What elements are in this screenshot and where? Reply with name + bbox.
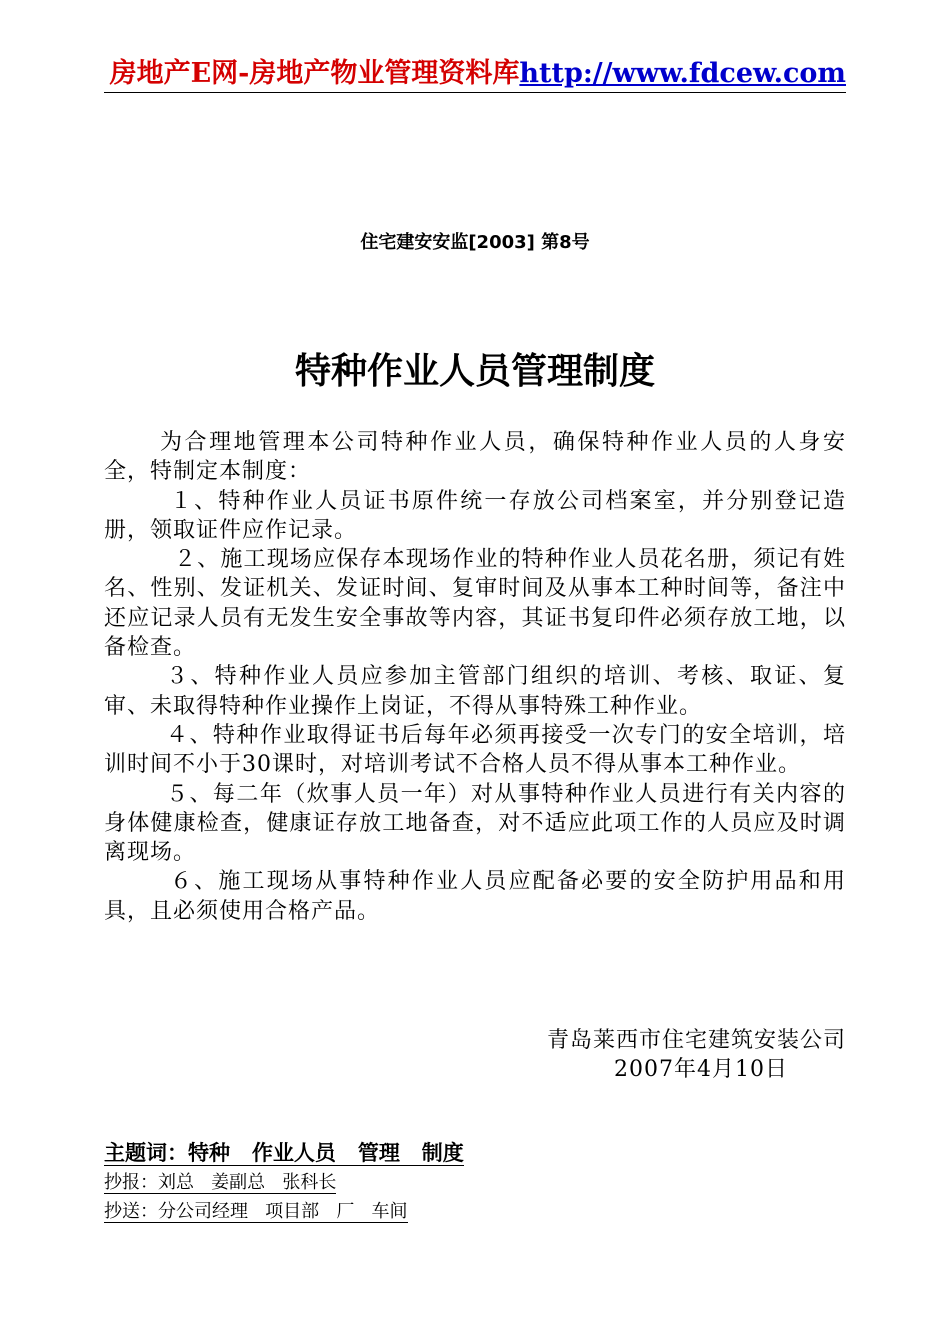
signature-block xyxy=(104,1026,846,1085)
issue-date: 2007年4月10日 xyxy=(614,1057,788,1083)
site-header xyxy=(104,56,846,93)
send-to-line: 抄送：分公司经理 项目部 厂 车间 xyxy=(104,1201,408,1222)
report-to-line: 抄报：刘总 姜副总 张科长 xyxy=(104,1172,337,1193)
site-banner xyxy=(110,56,846,92)
intro-paragraph: 为合理地管理本公司特种作业人员，确保特种作业人员的人身安全，特制定本制度： xyxy=(104,430,846,485)
document-title: 特种作业人员管理制度 xyxy=(294,351,655,392)
clause-5: ５、每二年（炊事人员一年）对从事特种作业人员进行有关内容的身体健康检查，健康证存放工地备查，对不适应此项工作的人员应及时调离现场。 xyxy=(104,781,846,866)
subject-keywords: 主题词：特种 作业人员 管理 制度 xyxy=(104,1141,464,1165)
site-brand: 房地产E网-房地产物业管理资料库 xyxy=(109,58,520,89)
document-body xyxy=(104,428,846,926)
clause-2: ２、施工现场应保存本现场作业的特种作业人员花名册，须记有姓名、性别、发证机关、发证时间、复审时间及从事本工种时间等，备注中还应记录人员有无发生安全事故等内容，其证书复印件必须存放工地，以备检查。 xyxy=(104,547,846,661)
clause-6: ６、施工现场从事特种作业人员应配备必要的安全防护用品和用具，且必须使用合格产品。 xyxy=(104,869,846,924)
issuing-organization: 青岛莱西市住宅建筑安装公司 xyxy=(546,1028,846,1053)
clause-1: １、特种作业人员证书原件统一存放公司档案室，并分别登记造册，领取证件应作记录。 xyxy=(104,488,846,543)
site-url-link[interactable]: http://www.fdcew.com xyxy=(519,58,846,89)
document-footer xyxy=(104,1138,846,1226)
document-number: 住宅建安安监[2003] 第8号 xyxy=(360,232,590,253)
clause-3: ３、特种作业人员应参加主管部门组织的培训、考核、取证、复审、未取得特种作业操作上岗证，不得从事特殊工种作业。 xyxy=(104,664,846,719)
clause-4: ４、特种作业取得证书后每年必须再接受一次专门的安全培训，培训时间不小于30课时，对培训考试不合格人员不得从事本工种作业。 xyxy=(104,722,846,778)
